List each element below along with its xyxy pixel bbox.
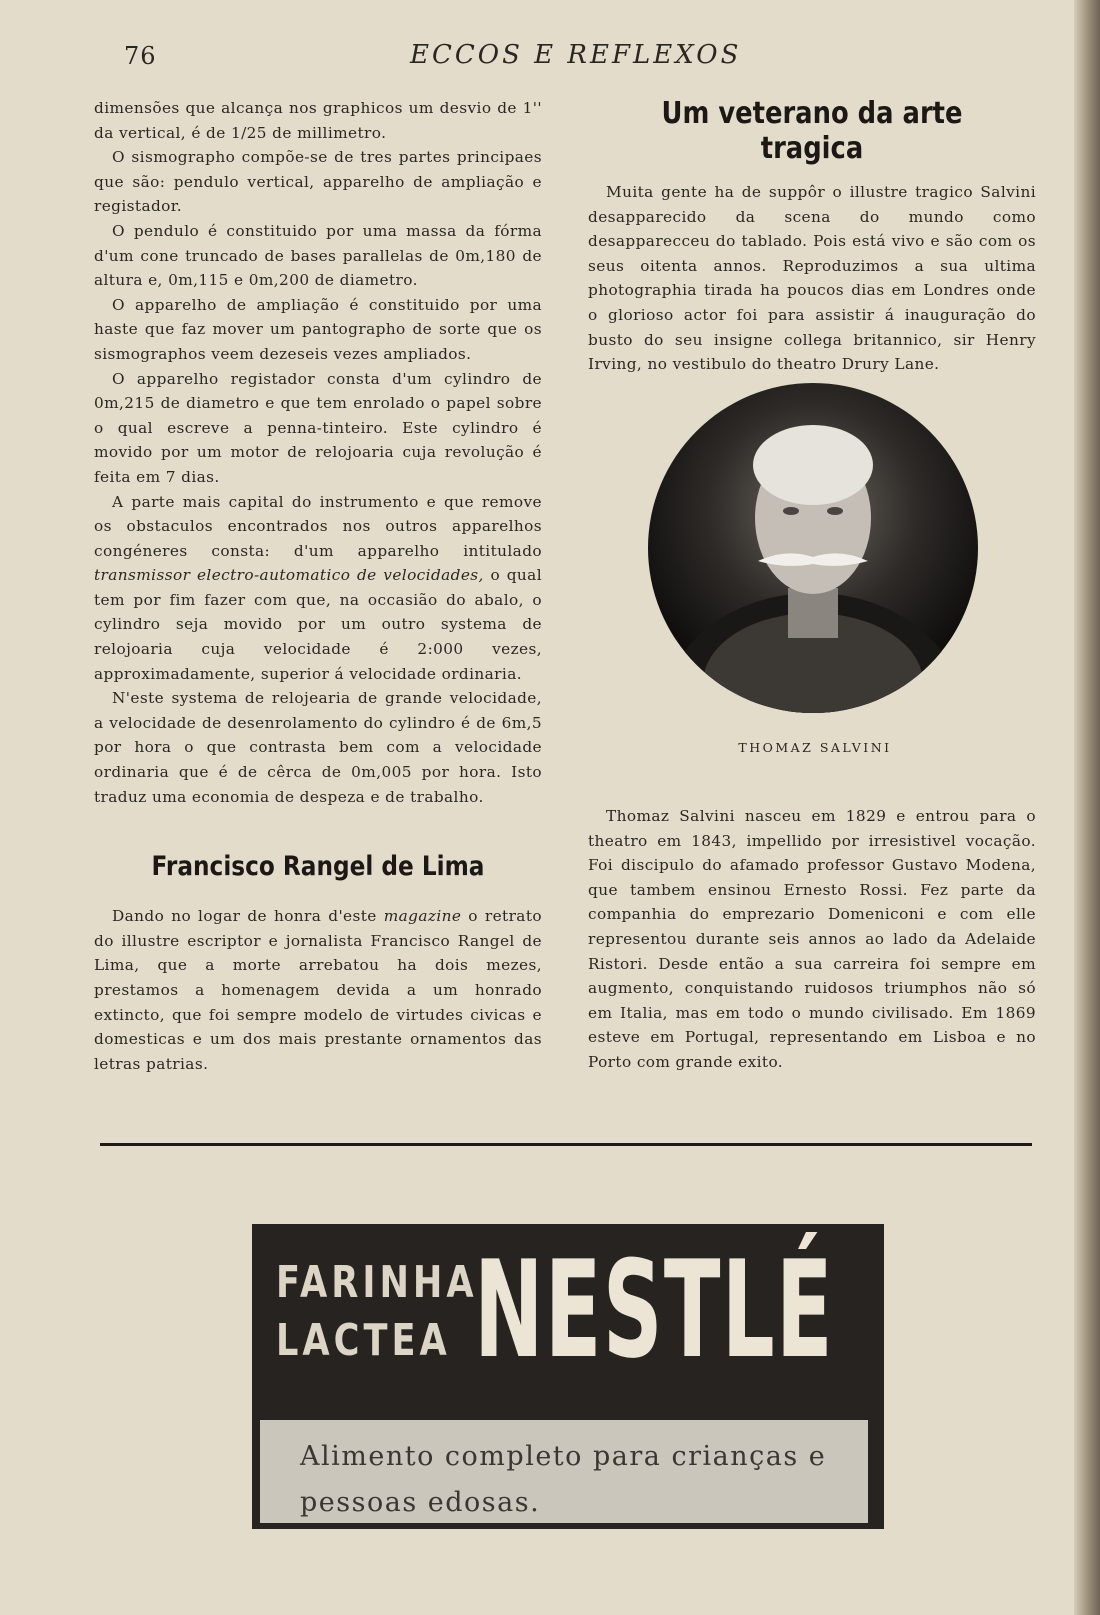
left-paragraph-2: O sismographo compõe-se de tres partes principaes que são: pendulo vertical, apparelho de ampliação e registador. xyxy=(94,148,542,216)
separator-rule xyxy=(100,1143,1032,1146)
ad-line-farinha: FARINHA xyxy=(276,1257,478,1308)
left-paragraph-6 xyxy=(94,490,542,687)
rangel-text-before: Dando no logar de honra d'este xyxy=(112,907,384,926)
salvini-portrait-photo xyxy=(648,383,978,713)
nestle-advertisement xyxy=(252,1224,884,1529)
ad-brand-nestle: NESTLÉ xyxy=(474,1232,834,1388)
salvini-bio: Thomaz Salvini nasceu em 1829 e entrou para o theatro em 1843, impellido por irresistivel vocação. Foi discipulo do afamado professor Gustavo Modena, que tambem ensinou Ernesto Rossi. Fez parte da companhia do emprezario Domeniconi e com elle representou durante seis annos ao lado da Adelaide Ristori. Desde então a sua carreira foi sempre em augmento, conquistando ruidosos triumphos não só em Italia, mas em todo o mundo civilisado. Em 1869 esteve em Portugal, representando em Lisboa e no Porto com grande exito. xyxy=(588,807,1036,1071)
rangel-italic-term: magazine xyxy=(383,907,462,926)
portrait-neck xyxy=(788,588,838,638)
running-title: ECCOS E REFLEXOS xyxy=(410,40,742,70)
left-paragraph-7: N'este systema de relojearia de grande velocidade, a velocidade de desenrolamento do cylindro é de 6m,5 por hora o que contrasta bem com a velocidade ordinaria que é de cêrca de 0m,005 por hora. Isto traduz uma economia de despeza e de trabalho. xyxy=(94,689,542,806)
portrait-right-eye xyxy=(827,507,843,515)
section-title-salvini: Um veterano da arte tragica xyxy=(661,96,963,166)
ad-line-lactea: LACTEA xyxy=(276,1315,451,1366)
left-column xyxy=(94,96,542,1076)
left-paragraph-5: O apparelho registador consta d'um cylindro de 0m,215 de diametro e que tem enrolado o papel sobre o qual escreve a penna-tinteiro. Este cylindro é movido por um motor de relojoaria cuja revolução é feita em 7 dias. xyxy=(94,369,542,486)
left-paragraph-1: dimensões que alcança nos graphicos um desvio de 1'' da vertical, é de 1/25 de millimetro. xyxy=(94,99,542,142)
left-paragraph-3: O pendulo é constituido por uma massa da fórma d'um cone truncado de bases parallelas de 0m,180 de altura e, 0m,115 e 0m,200 de diametro. xyxy=(94,221,542,290)
right-column-bio xyxy=(588,804,1036,1075)
photo-caption: THOMAZ SALVINI xyxy=(738,740,892,755)
rangel-text-after: o retrato do illustre escriptor e jornalista Francisco Rangel de Lima, que a morte arrebatou ha dois mezes, prestamos a homenagem devida a um honrado extincto, que foi sempre modelo de virtudes civicas e domesticas e um dos mais prestante ornamentos das letras patrias. xyxy=(94,907,542,1073)
portrait-hair xyxy=(753,425,873,505)
salvini-intro: Muita gente ha de suppôr o illustre tragico Salvini desapparecido da scena do mundo como desapparecceu do tablado. Pois está vivo e são com os seus oitenta annos. Reproduzimos a sua ultima photographia tirada ha poucos dias em Londres onde o glorioso actor foi para assistir á inauguração do busto do seu insigne collega britannico, sir Henry Irving, no vestibulo do theatro Drury Lane. xyxy=(588,183,1036,374)
left-paragraph-4: O apparelho de ampliação é constituido por uma haste que faz mover um pantographo de sorte que os sismographos veem dezeseis vezes ampliados. xyxy=(94,295,542,363)
ad-product-name xyxy=(276,1254,478,1370)
p6-italic-term: transmissor electro-automatico de velocidades, xyxy=(94,566,484,585)
p6-text-before: A parte mais capital do instrumento e que remove os obstaculos encontrados nos outros apparelhos congéneres consta: d'um apparelho intitulado xyxy=(94,492,542,560)
rangel-paragraph xyxy=(94,904,542,1076)
page-number: 76 xyxy=(124,42,157,70)
right-column xyxy=(588,96,1036,377)
ad-slogan: Alimento completo para crianças e pessoas edosas. xyxy=(300,1441,827,1518)
portrait-left-eye xyxy=(783,507,799,515)
section-title-rangel: Francisco Rangel de Lima xyxy=(151,851,485,883)
portrait-illustration xyxy=(648,383,978,713)
p6-text-after: o qual tem por fim fazer com que, na occasião do abalo, o cylindro seja movido por um outro systema de relojoaria cuja velocidade é 2:000 vezes, approximadamente, superior á velocidade ordinaria. xyxy=(94,566,542,683)
page-edge-shadow xyxy=(1074,0,1100,1615)
